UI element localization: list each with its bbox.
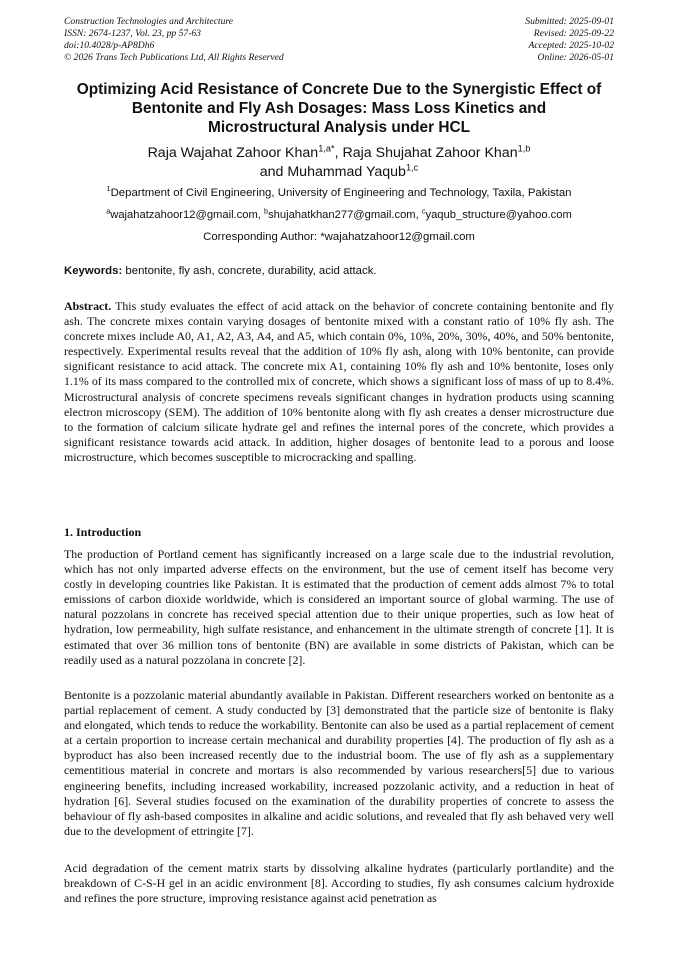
submitted-date: Submitted: 2025-09-01 — [525, 16, 614, 27]
author-line — [50, 163, 628, 182]
section-heading-introduction: 1. Introduction — [64, 525, 142, 539]
introduction-paragraph: The production of Portland cement has significantly increased on a large scale due to the industrial revolution, which has not only imparted adverse effects on the environment, but the use of cement itself has become very costly in developing countries like Pakistan. It is estimated that the production of cement adds almost 7% to total emissions of carbon dioxide worldwide, which is considered an important source of global warming. The use of natural pozzolans in concrete has received special attention due to their unique properties, such as low heat of hydration, low permeability, high sulfate resistance, and enhancement in the ultimate strength of concrete [1]. It is estimated that over 36 million tons of bentonite (BN) are available in some districts of Pakistan, which can be readily used as a natural pozzolana in concrete [2]. — [64, 547, 614, 667]
paper-title — [50, 80, 628, 137]
author-emails — [30, 208, 648, 222]
issn-line: ISSN: 2674-1237, Vol. 23, pp 57-63 — [64, 28, 201, 39]
keywords — [64, 264, 624, 278]
affiliation-text: Department of Civil Engineering, University of Engineering and Technology, Taxila, Pakistan — [110, 187, 572, 199]
abstract-text: This study evaluates the effect of acid attack on the behavior of concrete containing bentonite and fly ash. The concrete mixes contain varying dosages of bentonite mixed with a constant ratio of 10% fly ash. The concrete mixes include A0, A1, A2, A3, A4, and A5, which contain 0%, 10%, 20%, 30%, 40%, and 50% bentonite, respectively. Experimental results reveal that the addition of 10% fly ash, along with 10% bentonite, can provide significant resistance to acid attack. The concrete mix A1, containing 10% fly ash and 10% bentonite, loses only 1.1% of its mass compared to the controlled mix of concrete, which shows a significant loss of mass of up to 8.4%. Microstructural analysis of concrete specimens reveals significant changes in hydration products using scanning electron microscopy (SEM). The addition of 10% bentonite along with fly ash creates a denser microstructure due to the formation of calcium silicate hydrate gel and refines the internal pores of the concrete, which provides a significant resistance towards acid attack. In addition, higher dosages of bentonite lead to a porous and loose microstructure, which becomes susceptible to microcracking and spalling. — [64, 299, 614, 464]
author-name: Muhammad Yaqub — [287, 164, 406, 180]
introduction-paragraph: Bentonite is a pozzolanic material abundantly available in Pakistan. Different researchers worked on bentonite as a partial replacement of cement. A study conducted by [3] demonstrated that the particle size of bentonite is flaky and elongated, which tends to reduce the workability. Bentonite can also be used as a partial replacement of cement at a certain proportion to increase certain mechanical and durability properties [4]. The production of fly ash as a byproduct has also been increased recently due to the industrial boom. The use of fly ash as a supplementary cementitious material in concrete and mortars is also recommended by various researchers[5] due to various engineering benefits, including increased workability, increased pozzolanic activity, and a reduction in heat of hydration [6]. Several studies focused on the examination of the durability properties of concrete to assess the behaviour of fly ash-based composites in alkaline and acidic solutions, and revealed that fly ash behaved very well due to the development of ettringite [7]. — [64, 688, 614, 838]
email-mark: c — [421, 206, 426, 216]
abstract — [64, 299, 614, 465]
author-affiliation-mark: 1,b — [517, 143, 531, 154]
submission-dates — [525, 16, 614, 64]
author-line — [50, 144, 628, 163]
title-line: Microstructural Analysis under HCL — [208, 119, 470, 136]
email-mark: b — [264, 206, 269, 216]
author-affiliation-mark: 1,a* — [318, 143, 335, 154]
journal-info — [64, 16, 284, 64]
corresponding-author: Corresponding Author: *wajahatzahoor12@gmail.com — [203, 231, 475, 243]
email-address: shujahatkhan277@gmail.com, — [268, 209, 422, 221]
email-address: yaqub_structure@yahoo.com — [425, 209, 572, 221]
online-date: Online: 2026-05-01 — [537, 52, 614, 63]
author-conjunction: and — [259, 164, 288, 180]
author-name: Raja Shujahat Zahoor Khan — [342, 145, 518, 161]
email-address: wajahatzahoor12@gmail.com, — [110, 209, 265, 221]
abstract-label: Abstract. — [64, 299, 112, 313]
accepted-date: Accepted: 2025-10-02 — [528, 40, 614, 51]
journal-name: Construction Technologies and Architecture — [64, 16, 234, 27]
title-line: Optimizing Acid Resistance of Concrete Due to the Synergistic Effect of — [76, 81, 602, 98]
title-line: Bentonite and Fly Ash Dosages: Mass Loss Kinetics and — [131, 100, 547, 117]
doi-line: doi:10.4028/p-AP8Dh6 — [64, 40, 155, 51]
author-name: Raja Wajahat Zahoor Khan — [147, 145, 319, 161]
copyright-line: © 2026 Trans Tech Publications Ltd, All Rights Reserved — [64, 52, 284, 63]
author-list — [50, 144, 628, 182]
author-separator: , — [334, 145, 343, 161]
author-affiliation-mark: 1,c — [405, 162, 419, 173]
keywords-text: bentonite, fly ash, concrete, durability, acid attack. — [122, 265, 377, 277]
revised-date: Revised: 2025-09-22 — [533, 28, 614, 39]
affiliation-mark: 1 — [106, 184, 111, 194]
affiliation — [30, 186, 648, 200]
email-mark: a — [106, 206, 111, 216]
introduction-paragraph: Acid degradation of the cement matrix starts by dissolving alkaline hydrates (particularly portlandite) and the breakdown of C-S-H gel in an acidic environment [8]. According to studies, fly ash consumes calcium hydroxide and refines the pore structure, improving resistance against acid penetration as — [64, 861, 614, 906]
keywords-label: Keywords: — [64, 265, 123, 277]
